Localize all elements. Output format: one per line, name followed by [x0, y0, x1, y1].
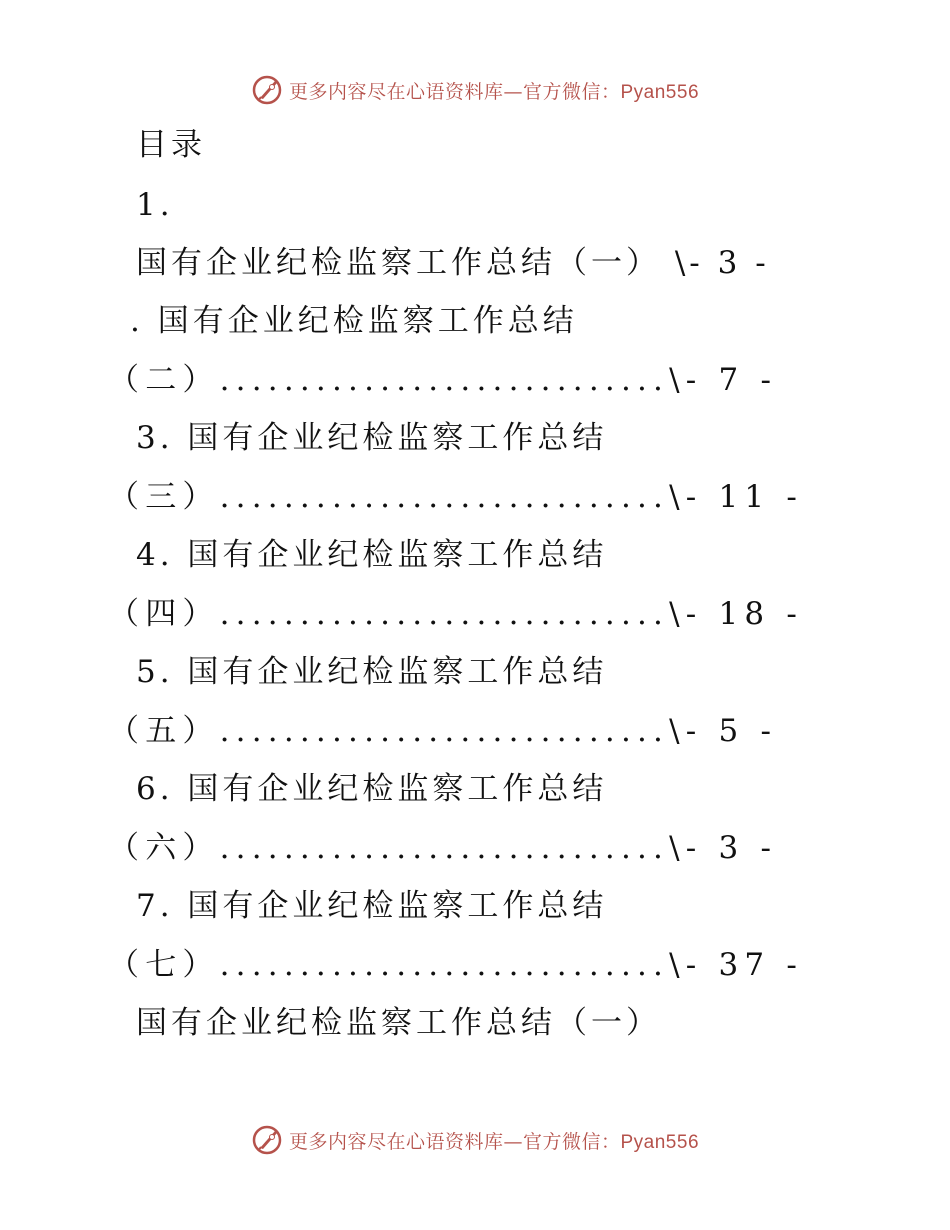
toc-line: . 国有企业纪检监察工作总结 [130, 303, 578, 339]
toc-line: （三）............................\- 11 - [108, 479, 804, 515]
toc-line: 5. 国有企业纪检监察工作总结 [136, 654, 608, 690]
toc-line: 7. 国有企业纪检监察工作总结 [136, 888, 608, 924]
header-banner [0, 70, 950, 110]
toc-line: （五）............................\- 5 - [108, 713, 778, 749]
wechat-id: Pyan556 [620, 1131, 700, 1153]
footer-banner-text: 更多内容尽在心语资料库—官方微信：Pyan556 [288, 1130, 700, 1153]
toc-line: 1. [136, 187, 174, 223]
toc-line: 6. 国有企业纪检监察工作总结 [136, 771, 608, 807]
toc-line: 国有企业纪检监察工作总结（一） \- 3 - [136, 245, 770, 281]
footer-banner [0, 1120, 950, 1160]
toc-line: 国有企业纪检监察工作总结（一） [136, 1005, 661, 1041]
header-banner-text: 更多内容尽在心语资料库—官方微信：Pyan556 [288, 80, 700, 103]
toc-line: （四）............................\- 18 - [108, 596, 804, 632]
toc-title: 目录 [136, 127, 206, 163]
toc-line: 3. 国有企业纪检监察工作总结 [136, 420, 608, 456]
toc-line: （六）............................\- 3 - [108, 830, 778, 866]
toc-line: （二）............................\- 7 - [108, 362, 778, 398]
quill-logo-icon [251, 74, 283, 106]
toc-line: 4. 国有企业纪检监察工作总结 [136, 537, 608, 573]
toc-line: （七）............................\- 37 - [108, 947, 804, 983]
quill-logo-icon [251, 1124, 283, 1156]
wechat-id: Pyan556 [620, 81, 700, 103]
